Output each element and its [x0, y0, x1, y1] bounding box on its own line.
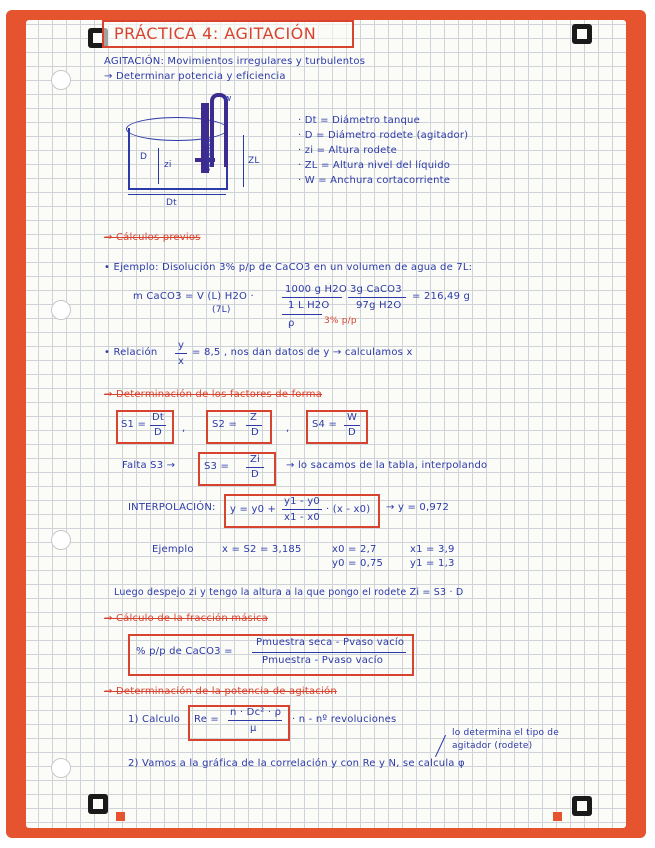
example2-y1: y1 = 1,3 [410, 558, 455, 569]
mass-lhs: m CaCO3 = [133, 291, 194, 302]
clear-line: Luego despejo zi y tengo la altura a la que pongo el rodete Zi = S3 · D [114, 587, 464, 598]
mass-frac-lhs: % p/p de CaCO3 = [136, 646, 233, 657]
step1-rest: · n - nº revoluciones [292, 714, 397, 725]
mass-volume: V (L) H2O · [197, 291, 254, 302]
mass-volume-value: (7L) [212, 305, 231, 315]
legend-item: · zi = Altura rodete [298, 145, 397, 156]
fraction-bar [282, 509, 322, 510]
dt-arrow [128, 194, 226, 195]
diagram-label-w: w [224, 94, 232, 104]
diagram-label-d: D [140, 152, 148, 162]
s3-label: S3 = [204, 461, 230, 472]
mass-frac-den: Pmuestra - Pvaso vacío [262, 655, 384, 666]
separator: , [286, 423, 290, 434]
fraction-bar [344, 425, 360, 426]
fraction-bar [150, 425, 166, 426]
orange-square-icon [553, 812, 562, 821]
interp-label: INTERPOLACIÓN: [128, 502, 216, 513]
step2-text: 2) Vamos a la gráfica de la correlación y con Re y N, se calcula φ [128, 758, 465, 769]
example2-x: x = S2 = 3,185 [222, 544, 302, 555]
fraction-bar [246, 467, 264, 468]
s1-num: Dt [152, 412, 165, 423]
baffle-shape [210, 93, 228, 167]
mass-caco3: 3g CaCO3 [350, 284, 402, 295]
example2-x0: x0 = 2,7 [332, 544, 377, 555]
section-heading: → Determinación de los factores de forma [104, 389, 323, 400]
relation-num: y [178, 340, 185, 351]
fraction-bar [348, 297, 406, 298]
missing-rest: → lo sacamos de la tabla, interpolando [286, 460, 488, 471]
interp-eq1: y = y0 + [230, 504, 277, 515]
step1-label: 1) Calculo [128, 714, 181, 725]
zl-arrow [243, 135, 244, 187]
mass-denominator: 1 L H2O [288, 300, 330, 311]
binder-hole [51, 758, 71, 778]
binder-hole [51, 530, 71, 550]
intro-line: AGITACIÓN: Movimientos irregulares y turbulentos [104, 56, 366, 67]
step1-num: n · Dc² · ρ [230, 707, 282, 718]
mass-frac-num: Pmuestra seca - Pvaso vacío [256, 637, 405, 648]
legend-item: · W = Anchura cortacorriente [298, 175, 451, 186]
relation-rest: = 8,5 , nos dan datos de y → calculamos x [192, 347, 413, 358]
diagram-label-dt: Dt [166, 198, 177, 208]
missing-label: Falta S3 → [122, 460, 176, 471]
fraction-bar [282, 297, 342, 298]
s4-den: D [348, 427, 356, 438]
fraction-bar [246, 425, 262, 426]
corner-mark-icon [572, 24, 592, 44]
mass-numerator: 1000 g H2O [285, 284, 347, 295]
relation-den: x [178, 356, 185, 367]
s2-label: S2 = [212, 419, 238, 430]
example-text: • Ejemplo: Disolución 3% p/p de CaCO3 en un volumen de agua de 7L: [104, 262, 473, 273]
zi-arrow [158, 148, 159, 184]
section-heading: → Cálculos previos [104, 232, 201, 243]
mass-h2o: 97g H2O [356, 300, 402, 311]
interp-eq2: · (x - x0) [326, 504, 371, 515]
s2-den: D [251, 427, 259, 438]
interp-num: y1 - y0 [284, 496, 320, 507]
binder-hole [51, 70, 71, 90]
s1-label: S1 = [121, 419, 147, 430]
fraction-bar [252, 652, 406, 653]
s4-num: W [347, 412, 358, 423]
s2-num: Z [250, 412, 258, 423]
interp-result: → y = 0,972 [386, 502, 450, 513]
example2-x1: x1 = 3,9 [410, 544, 455, 555]
note-line: agitador (rodete) [452, 741, 533, 751]
legend-item: · ZL = Altura nivel del líquido [298, 160, 451, 171]
example2-y0: y0 = 0,75 [332, 558, 384, 569]
s3-den: D [251, 469, 259, 480]
section-heading: → Determinación de la potencia de agitación [104, 686, 337, 697]
s3-num: Zi [250, 454, 261, 465]
corner-mark-icon [88, 794, 108, 814]
binder-hole [51, 300, 71, 320]
mass-result: = 216,49 g [412, 291, 471, 302]
interp-den: x1 - x0 [284, 512, 320, 523]
diagram-label-zi: zi [164, 160, 172, 170]
mass-percent: 3% p/p [324, 316, 357, 326]
diagram-label-baffle: deflector [204, 138, 212, 172]
section-heading: → Cálculo de la fracción másica [104, 613, 268, 624]
step1-re: Re = [194, 714, 220, 725]
fraction-bar [282, 314, 322, 315]
page-title: PRÁCTICA 4: AGITACIÓN [102, 20, 354, 48]
separator: , [182, 423, 186, 434]
step1-den: μ [250, 723, 257, 734]
legend-item: · D = Diámetro rodete (agitador) [298, 130, 469, 141]
intro-line: → Determinar potencia y eficiencia [104, 71, 286, 82]
orange-square-icon [116, 812, 125, 821]
fraction-bar [175, 353, 187, 354]
example2-label: Ejemplo [152, 544, 194, 555]
fraction-bar [228, 720, 282, 721]
note-line: lo determina el tipo de [452, 728, 559, 738]
legend-item: · Dt = Diámetro tanque [298, 115, 420, 126]
mass-rho: ρ [288, 318, 295, 329]
diagram-label-zl: ZL [248, 156, 260, 166]
corner-mark-icon [572, 796, 592, 816]
relation-label: • Relación [104, 347, 158, 358]
s1-den: D [154, 427, 162, 438]
s4-label: S4 = [312, 419, 338, 430]
